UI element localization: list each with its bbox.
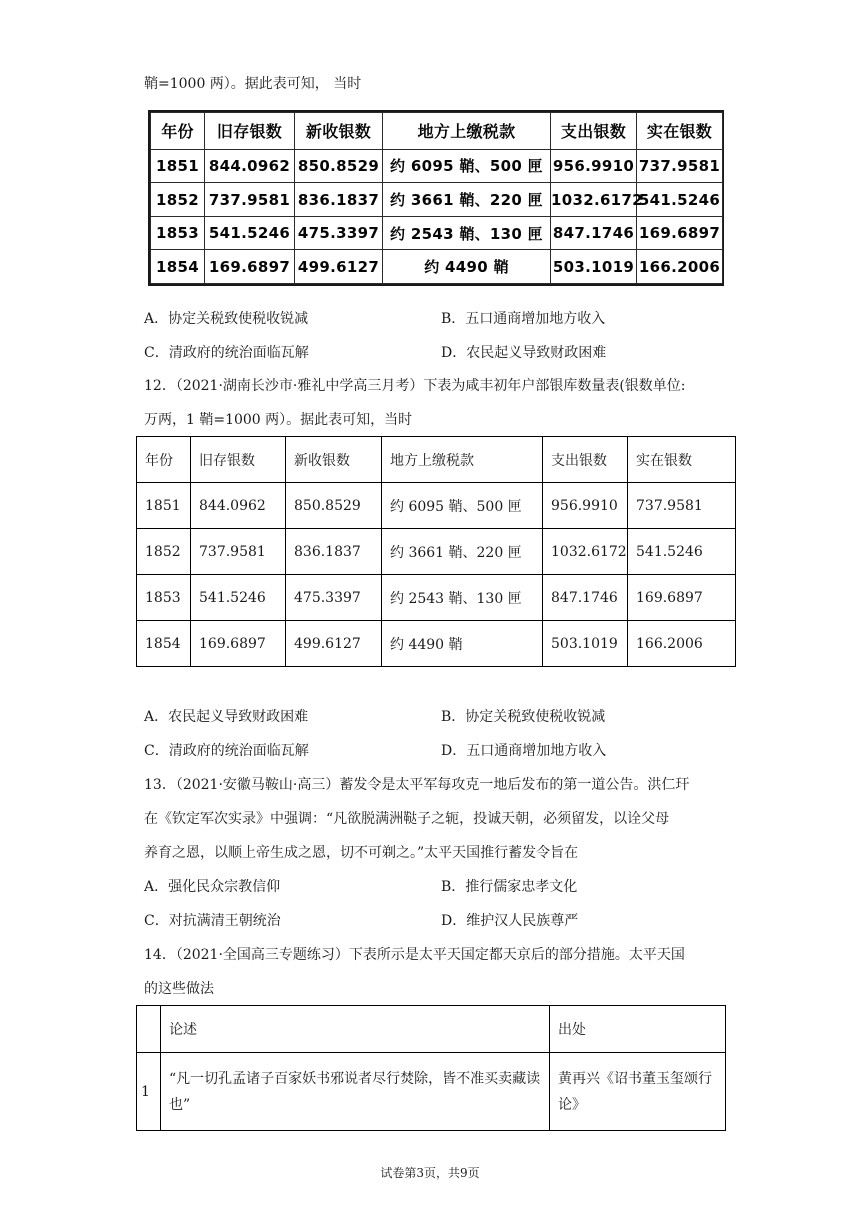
scan-header-cell: 支出银数 [551, 113, 637, 150]
q12-cell: 169.6897 [628, 575, 736, 621]
q14-stem-line2: 的这些做法 [144, 981, 214, 997]
q12-header-cell: 新收银数 [286, 437, 382, 483]
q12-cell: 844.0962 [191, 483, 286, 529]
q13-stem-line2: 在《钦定军次实录》中强调：“凡欲脱满洲鞑子之轭，投诚天朝，必须留发，以诠父母 [144, 811, 670, 827]
scan-cell: 169.6897 [637, 216, 723, 250]
scan-cell: 169.6897 [205, 250, 295, 284]
table-row [137, 575, 736, 621]
table-row [151, 216, 723, 250]
q11-option-d: D．农民起义导致财政困难 [441, 345, 607, 361]
q12-cell: 约 4490 鞘 [382, 621, 543, 667]
q14-stem-line1: 14．（2021·全国高三专题练习）下表所示是太平天国定都天京后的部分措施。太平天国 [144, 947, 685, 963]
scan-cell: 475.3397 [295, 216, 383, 250]
q12-header-cell: 实在银数 [628, 437, 736, 483]
q12-cell: 503.1019 [543, 621, 628, 667]
q11-scanned-table-image [148, 110, 724, 286]
q12-cell: 约 3661 鞘、220 匣 [382, 529, 543, 575]
scan-cell: 1854 [151, 250, 205, 284]
table-row [151, 183, 723, 217]
q12-stem-line2: 万两，1 鞘=1000 两）。据此表可知，当时 [144, 412, 413, 428]
scan-cell: 836.1837 [295, 183, 383, 217]
q12-cell: 836.1837 [286, 529, 382, 575]
table-row [151, 149, 723, 183]
q14-row-index: 1 [137, 1053, 161, 1131]
scan-cell: 约 4490 鞘 [383, 250, 551, 284]
q12-cell: 169.6897 [191, 621, 286, 667]
q12-stem-line1: 12．（2021·湖南长沙市·雅礼中学高三月考）下表为咸丰初年户部银库数量表(银数单位: [144, 378, 686, 394]
q14-header-statement: 论述 [161, 1006, 550, 1053]
q14-header-index [137, 1006, 161, 1053]
scan-cell: 1032.6172 [551, 183, 637, 217]
scan-header-cell: 地方上缴税款 [383, 113, 551, 150]
page-footer: 试卷第3页，共9页 [380, 1166, 480, 1180]
q12-header-cell: 地方上缴税款 [382, 437, 543, 483]
q13-option-b: B．推行儒家忠孝文化 [441, 879, 578, 895]
q14-row-source: 黄再兴《诏书董玉玺颂行论》 [550, 1053, 726, 1131]
q13-option-c: C．对抗满清王朝统治 [144, 913, 281, 929]
table-row [137, 483, 736, 529]
q14-table [136, 1005, 726, 1131]
q14-row-statement: “凡一切孔孟诸子百家妖书邪说者尽行焚除，皆不准买卖藏读也” [161, 1053, 550, 1131]
q13-stem-line1: 13．（2021·安徽马鞍山·高三）蓄发令是太平军每攻克一地后发布的第一道公告。洪仁玕 [144, 777, 690, 793]
q12-cell: 847.1746 [543, 575, 628, 621]
q11-scan-table [150, 112, 723, 284]
scan-cell: 1853 [151, 216, 205, 250]
scan-cell: 约 3661 鞘、220 匣 [383, 183, 551, 217]
scan-cell: 499.6127 [295, 250, 383, 284]
scan-cell: 约 2543 鞘、130 匣 [383, 216, 551, 250]
q11-stem-tail: 鞘=1000 两）。据此表可知， 当时 [144, 76, 362, 92]
q12-cell: 1852 [137, 529, 191, 575]
scan-cell: 1852 [151, 183, 205, 217]
q13-stem-line3: 养育之恩，以顺上帝生成之恩，切不可剃之。”太平天国推行蓄发令旨在 [144, 845, 579, 861]
q12-header-cell: 支出银数 [543, 437, 628, 483]
q14-table-header-row [137, 1006, 726, 1053]
scan-cell: 166.2006 [637, 250, 723, 284]
scan-header-cell: 旧存银数 [205, 113, 295, 150]
scan-header-cell: 年份 [151, 113, 205, 150]
q12-option-c: C．清政府的统治面临瓦解 [144, 743, 309, 759]
q12-cell: 1853 [137, 575, 191, 621]
q12-cell: 499.6127 [286, 621, 382, 667]
scan-cell: 541.5246 [637, 183, 723, 217]
table-row [137, 621, 736, 667]
q12-option-b: B．协定关税致使税收锐减 [441, 709, 606, 725]
scan-cell: 约 6095 鞘、500 匣 [383, 149, 551, 183]
q11-option-c: C．清政府的统治面临瓦解 [144, 345, 309, 361]
q12-cell: 1032.6172 [543, 529, 628, 575]
q12-data-table [136, 436, 736, 667]
table-row [137, 1053, 726, 1131]
q12-cell: 约 6095 鞘、500 匣 [382, 483, 543, 529]
scan-header-cell: 新收银数 [295, 113, 383, 150]
scan-header-cell: 实在银数 [637, 113, 723, 150]
q12-cell: 541.5246 [191, 575, 286, 621]
q12-cell: 850.8529 [286, 483, 382, 529]
scan-cell: 956.9910 [551, 149, 637, 183]
scan-cell: 737.9581 [205, 183, 295, 217]
q12-option-a: A．农民起义导致财政困难 [144, 709, 309, 725]
scan-cell: 1851 [151, 149, 205, 183]
q12-header-cell: 年份 [137, 437, 191, 483]
q12-option-d: D．五口通商增加地方收入 [441, 743, 607, 759]
q12-cell: 约 2543 鞘、130 匣 [382, 575, 543, 621]
table-row [151, 250, 723, 284]
q13-option-a: A．强化民众宗教信仰 [144, 879, 281, 895]
scan-cell: 847.1746 [551, 216, 637, 250]
q13-option-d: D．维护汉人民族尊严 [441, 913, 579, 929]
q14-header-source: 出处 [550, 1006, 726, 1053]
scan-cell: 503.1019 [551, 250, 637, 284]
q12-header-row [137, 437, 736, 483]
q12-header-cell: 旧存银数 [191, 437, 286, 483]
scan-cell: 737.9581 [637, 149, 723, 183]
scan-header-row [151, 113, 723, 150]
q12-cell: 737.9581 [191, 529, 286, 575]
q12-cell: 1854 [137, 621, 191, 667]
scan-cell: 541.5246 [205, 216, 295, 250]
q12-cell: 956.9910 [543, 483, 628, 529]
q11-option-b: B．五口通商增加地方收入 [441, 311, 606, 327]
q12-cell: 475.3397 [286, 575, 382, 621]
q12-cell: 166.2006 [628, 621, 736, 667]
scan-cell: 844.0962 [205, 149, 295, 183]
q11-option-a: A．协定关税致使税收锐减 [144, 311, 309, 327]
scan-cell: 850.8529 [295, 149, 383, 183]
table-row [137, 529, 736, 575]
q12-cell: 1851 [137, 483, 191, 529]
q12-cell: 737.9581 [628, 483, 736, 529]
q12-cell: 541.5246 [628, 529, 736, 575]
